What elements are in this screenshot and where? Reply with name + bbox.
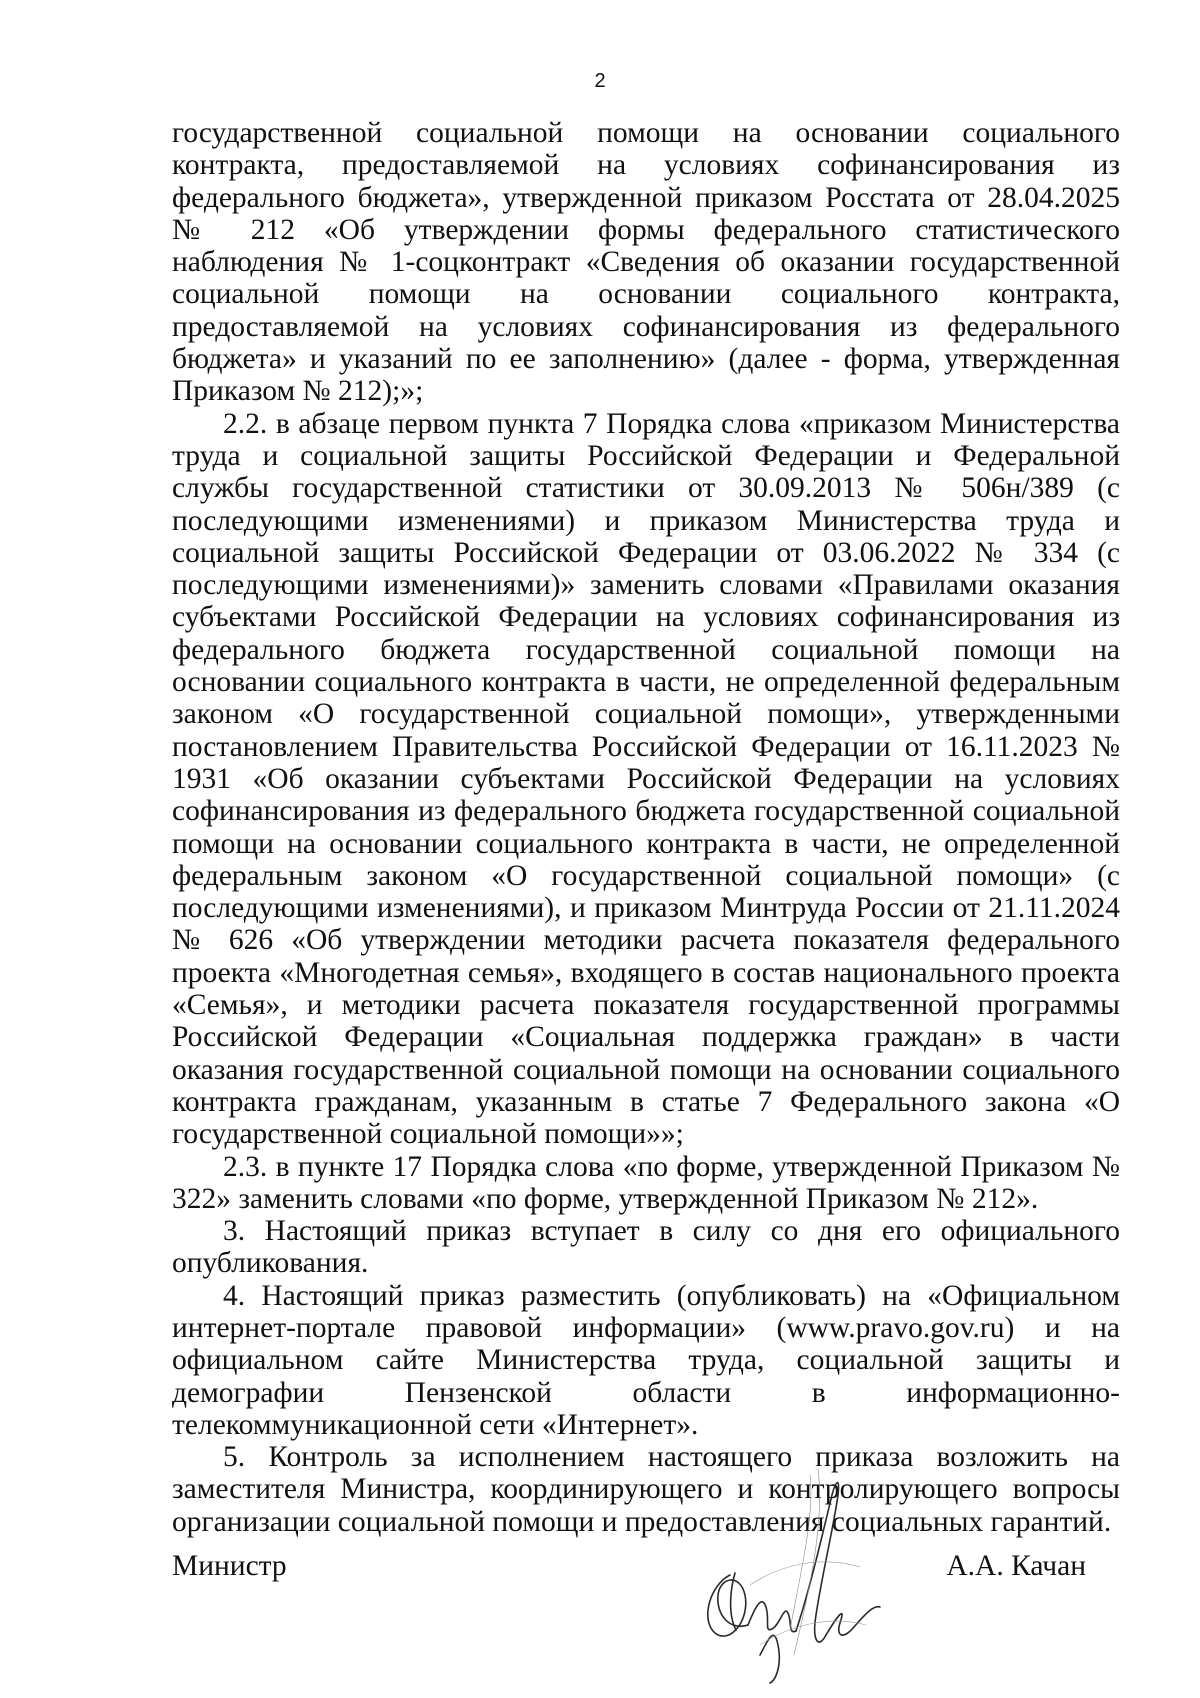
signer-name: А.А. Качан — [946, 1550, 1086, 1582]
paragraph-2-2: 2.2. в абзаце первом пункта 7 Порядка слова «приказом Министерства труда и социальной защиты Российской Федерации и Федеральной службы государственной статистики от 30.09.2013 № 506н/389 (с последующими изменениями) и приказом Министерства труда и социальной защиты Российской Федерации от 03.06.2022 № 334 (с последующими изменениями)» заменить словами «Правилами оказания субъектами Российской Федерации на условиях софинансирования из федерального бюджета государственной социальной помощи на основании социального контракта в части, не определенной федеральным законом «О государственной социальной помощи», утвержденными постановлением Правительства Российской Федерации от 16.11.2023 № 1931 «Об оказании субъектами Российской Федерации на условиях софинансирования из федерального бюджета государственной социальной помощи на основании социального контракта в части, не определенной федеральным законом «О государственной социальной помощи» (с последующими изменениями), и приказом Минтруда России от 21.11.2024 № 626 «Об утверждении методики расчета показателя федерального проекта «Многодетная семья», входящего в состав национального проекта «Семья», и методики расчета показателя государственной программы Российской Федерации «Социальная поддержка граждан» в части оказания государственной социальной помощи на основании социального контракта гражданам, указанным в статье 7 Федерального закона «О государственной социальной помощи»»; — [172, 407, 1120, 1151]
document-body — [172, 117, 1120, 1538]
paragraph-continuation: государственной социальной помощи на основании социального контракта, предоставляемой на условиях софинансирования из федерального бюджета», утвержденной приказом Росстата от 28.04.2025 № 212 «Об утверждении формы федерального статистического наблюдения № 1-соцконтракт «Сведения об оказании государственной социальной помощи на основании социального контракта, предоставляемой на условиях софинансирования из федерального бюджета» и указаний по ее заполнению» (далее - форма, утвержденная Приказом № 212);»; — [172, 117, 1120, 408]
paragraph-2-3: 2.3. в пункте 17 Порядка слова «по форме, утвержденной Приказом № 322» заменить словами «по форме, утвержденной Приказом № 212». — [172, 1150, 1120, 1215]
paragraph-3: 3. Настоящий приказ вступает в силу со дня его официального опубликования. — [172, 1215, 1120, 1280]
paragraph-5: 5. Контроль за исполнением настоящего приказа возложить на заместителя Министра, координирующего и контролирующего вопросы организации социальной помощи и предоставления социальных гарантий. — [172, 1441, 1120, 1538]
signature-block — [172, 1550, 1120, 1590]
signer-title: Министр — [172, 1550, 287, 1582]
paragraph-4: 4. Настоящий приказ разместить (опубликовать) на «Официальном интернет-портале правовой информации» (www.pravo.gov.ru) и на официальном сайте Министерства труда, социальной защиты и демографии Пензенской области в информационно-телекоммуникационной сети «Интернет». — [172, 1279, 1120, 1441]
page-number: 2 — [594, 70, 606, 92]
